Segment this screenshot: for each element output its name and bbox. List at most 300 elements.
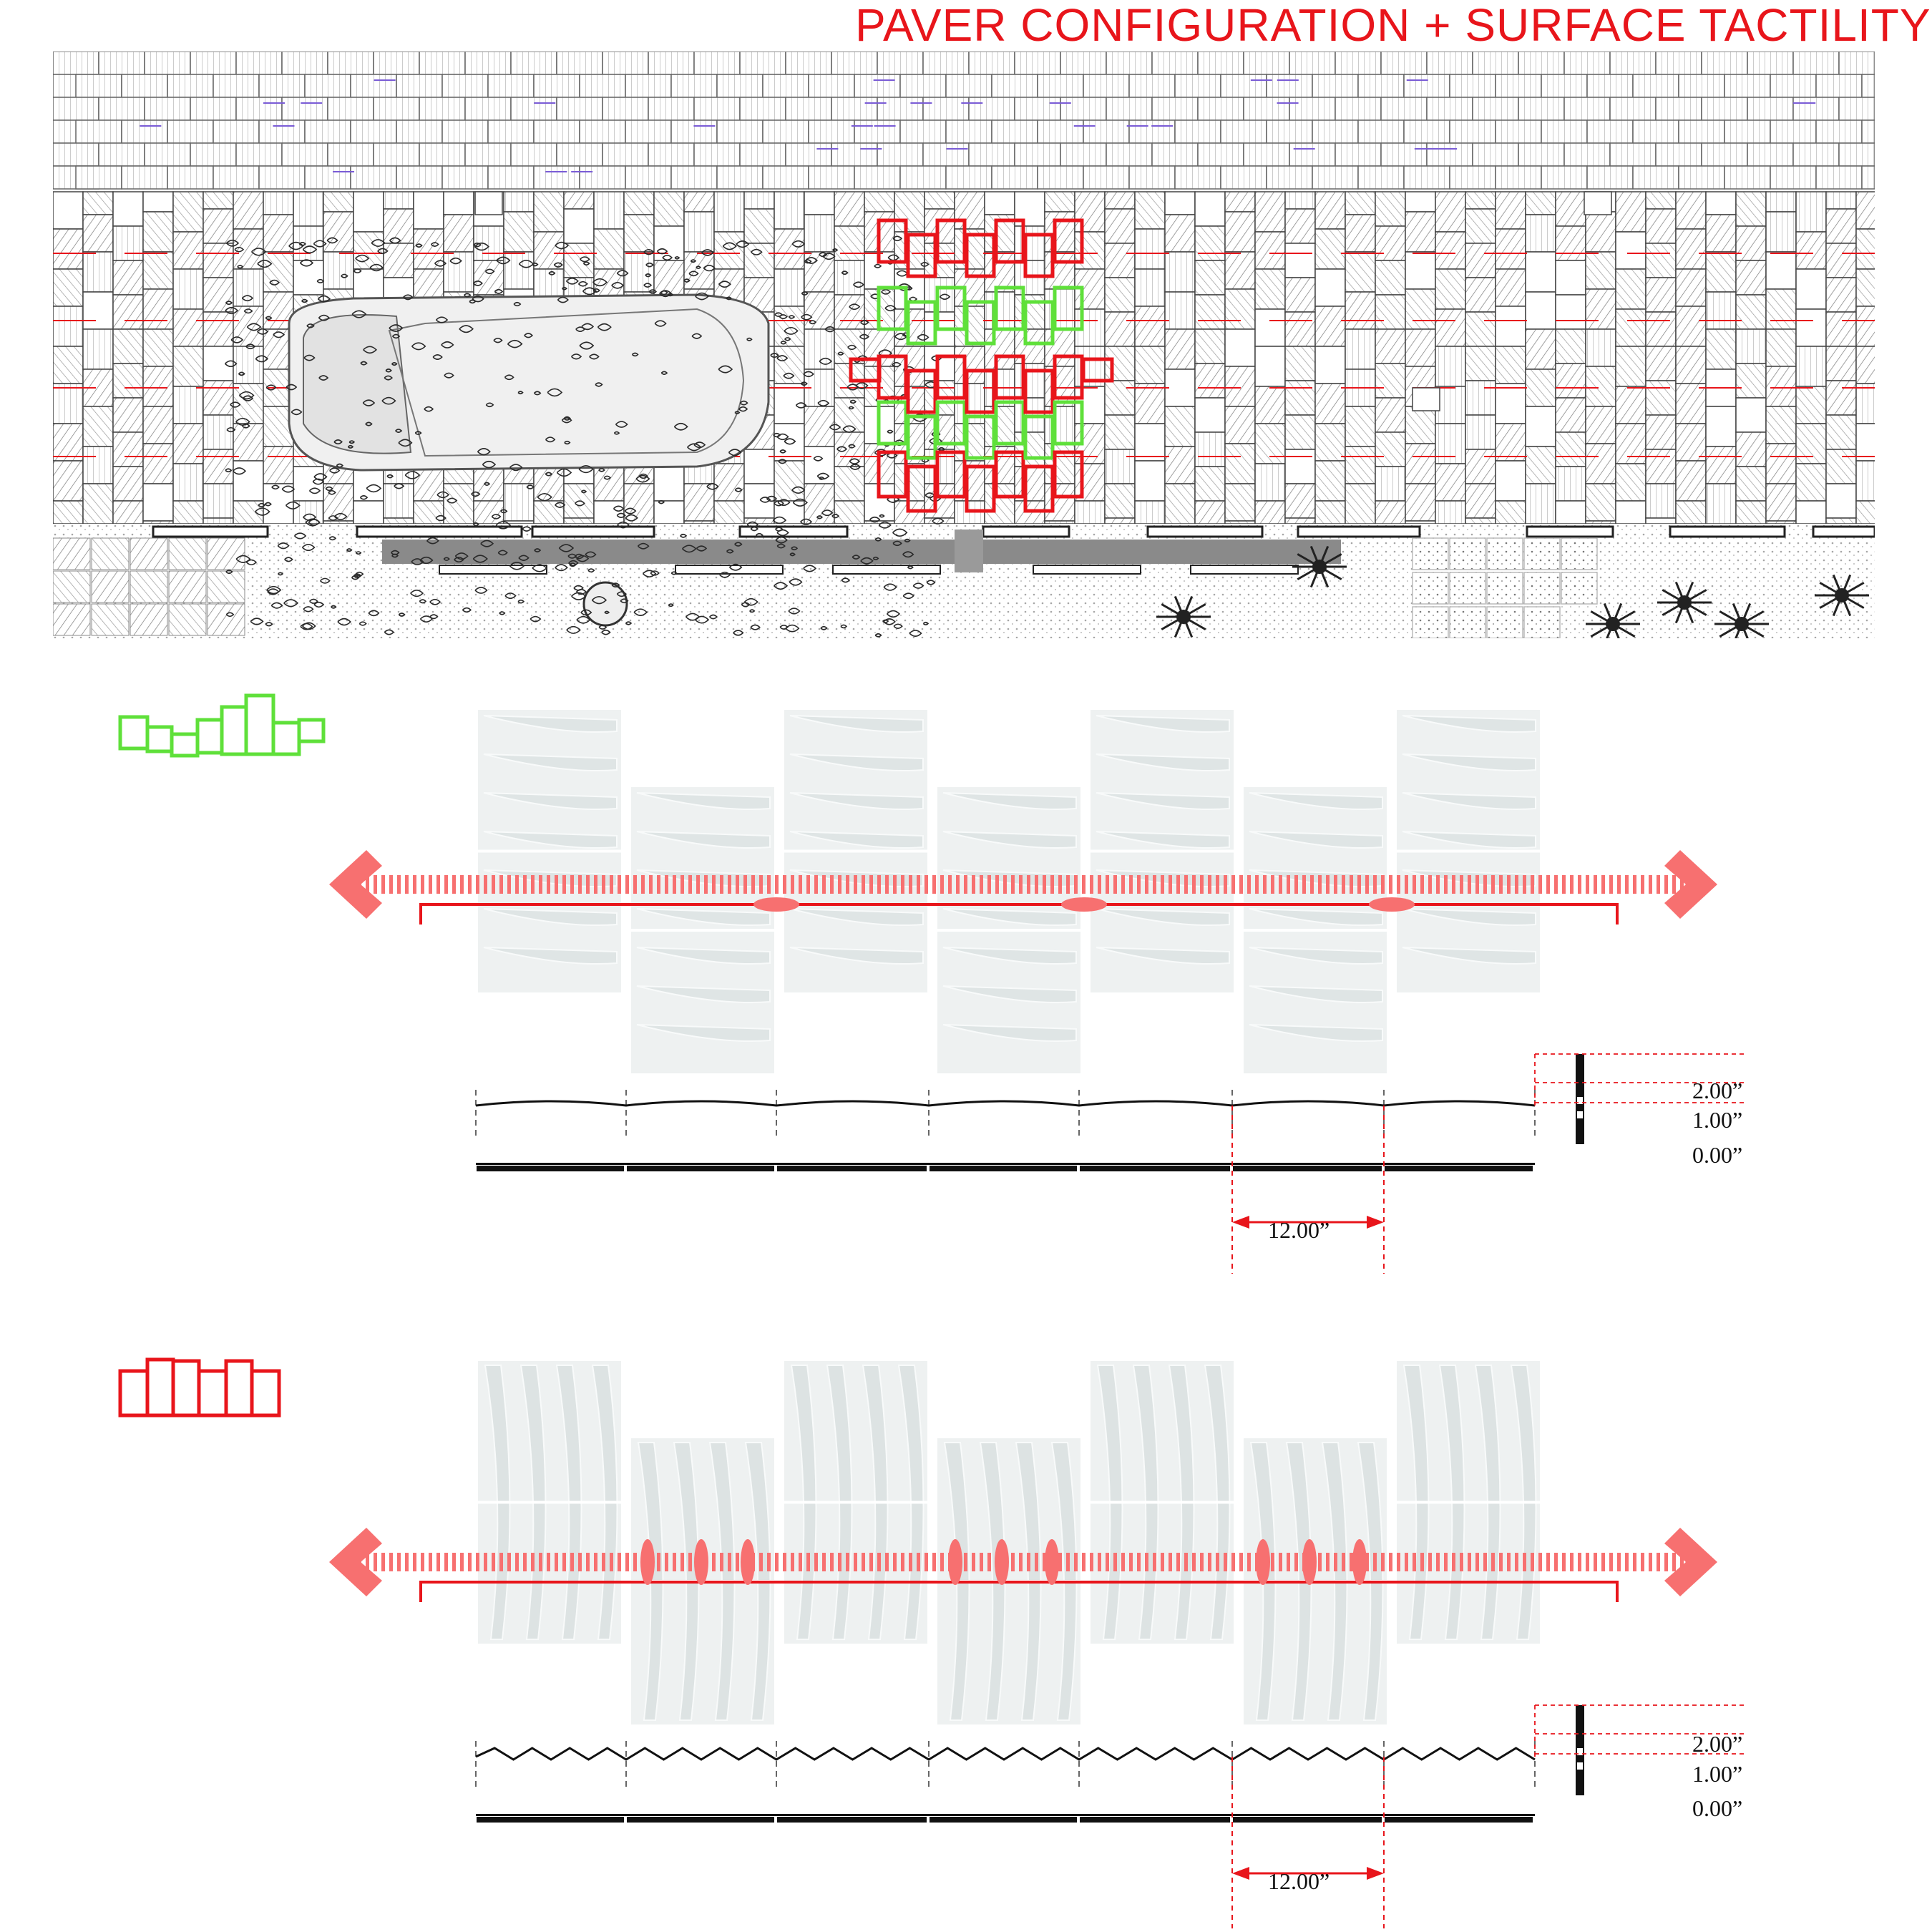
tree-shrub: [1835, 588, 1849, 602]
paver-unit: [323, 212, 353, 252]
paver-brick: [1702, 143, 1747, 166]
paver-unit: [1075, 501, 1105, 524]
paver-unit: [1586, 366, 1616, 406]
paver-unit: [1496, 501, 1526, 524]
tree-shrub: [1677, 595, 1692, 610]
paver-unit: [924, 484, 955, 518]
paver-unit: [323, 521, 353, 524]
paver-unit: [1706, 292, 1736, 329]
curb-segment: [153, 527, 268, 537]
paver-unit: [834, 226, 864, 260]
paver-unit: [1225, 521, 1255, 524]
paver-unit: [1676, 501, 1706, 524]
paver-unit: [53, 269, 83, 306]
paver-brick: [213, 166, 259, 189]
paver-brick: [145, 143, 190, 166]
curb-segment: [357, 527, 522, 537]
paver-unit: [1736, 226, 1766, 260]
paver-unit: [169, 604, 206, 635]
paver-unit: [624, 215, 654, 252]
paver-brick: [53, 52, 99, 74]
paver-brick: [1198, 52, 1244, 74]
paver-brick: [671, 74, 717, 97]
curb-segment: [983, 527, 1069, 537]
paver-unit: [1465, 381, 1496, 415]
paver-brick: [602, 52, 648, 74]
paver-unit: [1556, 501, 1586, 524]
paver-elevation-green: [478, 710, 1540, 1073]
paver-column: [478, 710, 621, 992]
paver-unit: [654, 501, 684, 524]
block-paver: [1487, 607, 1523, 638]
paver-unit: [1676, 306, 1706, 346]
paver-unit: [1135, 306, 1165, 346]
tree-shrub: [1606, 617, 1620, 631]
paver-unit: [113, 260, 143, 295]
paver-unit: [1015, 295, 1045, 329]
paver-unit: [113, 295, 143, 329]
paver-unit: [1315, 346, 1345, 384]
paver-unit: [1706, 406, 1736, 447]
paver-brick: [1381, 97, 1427, 120]
paver-unit: [1616, 192, 1646, 232]
curb-segment: [1670, 527, 1785, 537]
tree-shrub: [1735, 617, 1749, 631]
paver-unit: [1826, 209, 1856, 243]
paver-brick: [1816, 74, 1862, 97]
paver-unit: [1375, 501, 1405, 524]
paver-unit: [774, 424, 804, 461]
paver-column: [784, 1361, 927, 1644]
paver-brick: [1152, 97, 1198, 120]
paver-brick: [1747, 143, 1793, 166]
paver-unit: [1796, 309, 1826, 346]
paver-brick: [396, 120, 442, 143]
paver-unit: [1465, 518, 1496, 524]
paver-unit: [1586, 406, 1616, 444]
paver-brick: [145, 52, 190, 74]
paver-unit: [143, 192, 173, 212]
paver-unit: [83, 406, 113, 447]
paver-unit: [1496, 269, 1526, 306]
paver-brick: [76, 74, 122, 97]
paver-unit: [1375, 329, 1405, 364]
paver-unit: [1315, 192, 1345, 229]
paver-unit: [774, 229, 804, 269]
paver-unit: [203, 243, 233, 278]
paver-brick: [488, 120, 534, 143]
key-block: [252, 1371, 279, 1415]
paver-unit: [1465, 346, 1496, 381]
surface-profile: [476, 1748, 1535, 1760]
paver-brick: [1083, 120, 1129, 143]
paver-unit: [804, 484, 834, 524]
paver-unit: [1045, 329, 1075, 366]
paver-brick: [648, 97, 694, 120]
paver-unit: [744, 243, 774, 278]
paver-unit: [1616, 386, 1646, 424]
paver-unit: [474, 501, 504, 524]
page-title: PAVER CONFIGURATION + SURFACE TACTILITY: [855, 0, 1931, 51]
paver-brick: [1038, 120, 1083, 143]
paver-unit: [564, 192, 594, 209]
paver-unit: [804, 292, 834, 329]
paver-brick: [923, 97, 969, 120]
paver-brick: [740, 143, 786, 166]
paver-brick: [122, 74, 167, 97]
paver-unit: [1556, 260, 1586, 295]
paver-unit: [1706, 192, 1736, 215]
paver-unit: [714, 232, 744, 269]
paver-unit: [774, 501, 804, 524]
paver-unit: [955, 192, 985, 229]
paver-brick: [1289, 143, 1335, 166]
paver-brick: [1747, 52, 1793, 74]
paver-unit: [263, 252, 293, 292]
paver-brick: [1656, 143, 1702, 166]
paver-brick: [1175, 74, 1221, 97]
paver-unit: [1826, 312, 1856, 346]
paver-unit: [534, 192, 564, 232]
paver-unit: [1105, 209, 1135, 243]
paver-unit: [1345, 406, 1375, 447]
paver-unit: [1435, 464, 1465, 501]
key-block: [197, 720, 222, 753]
paver-unit: [834, 295, 864, 329]
paver-brick: [1038, 74, 1083, 97]
paver-brick: [1496, 166, 1541, 189]
paver-unit: [323, 192, 353, 212]
paver-unit: [1646, 415, 1676, 449]
paver-unit: [1586, 329, 1616, 366]
surface-profile: [476, 1101, 1535, 1106]
paver-unit: [1766, 406, 1796, 444]
paver-brick: [763, 120, 809, 143]
paver-column: [1091, 710, 1234, 992]
paver-unit: [1195, 192, 1225, 226]
paver-unit: [1856, 501, 1875, 524]
paver-unit: [1195, 260, 1225, 295]
paver-unit: [1616, 346, 1646, 386]
paver-unit: [744, 449, 774, 484]
base-line: [476, 1163, 1535, 1165]
paver-unit: [1285, 484, 1315, 518]
paver-unit: [1556, 364, 1586, 398]
paver-brick: [328, 143, 374, 166]
paver-column: [784, 710, 927, 992]
paver-brick: [1770, 166, 1816, 189]
paver-unit: [1556, 467, 1586, 501]
paver-brick: [1473, 143, 1518, 166]
paver-brick: [946, 74, 992, 97]
paver-brick: [1244, 97, 1289, 120]
paver-unit: [169, 538, 206, 570]
paver-unit: [1676, 346, 1706, 384]
paver-unit: [1105, 243, 1135, 278]
paver-brick: [557, 97, 602, 120]
paver-brick: [1221, 74, 1267, 97]
paver-brick: [992, 74, 1038, 97]
paver-unit: [924, 278, 955, 312]
paver-brick: [763, 74, 809, 97]
paver-unit: [1736, 501, 1766, 524]
paver-unit: [1435, 192, 1465, 232]
paver-brick: [1564, 143, 1610, 166]
span-arrow: [1232, 1216, 1249, 1229]
paver-unit: [834, 260, 864, 295]
paver-unit: [924, 346, 955, 381]
paver-brick: [1541, 166, 1587, 189]
height-label-2: 2.00”: [1692, 1078, 1743, 1103]
paver-unit: [203, 415, 233, 449]
paver-brick: [1793, 52, 1839, 74]
paver-unit: [1736, 295, 1766, 329]
paver-brick: [1175, 120, 1221, 143]
paver-brick: [717, 74, 763, 97]
paver-unit: [1135, 346, 1165, 384]
paver-brick: [1770, 120, 1816, 143]
paver-column: [1091, 1361, 1234, 1644]
paver-brick: [1335, 97, 1381, 120]
paver-unit: [504, 252, 534, 289]
paver-brick: [831, 52, 877, 74]
paver-unit: [1496, 229, 1526, 269]
paver-brick: [1015, 143, 1060, 166]
paver-unit: [173, 386, 203, 424]
paver-column: [1244, 787, 1387, 1073]
paver-unit: [1285, 518, 1315, 524]
paver-unit: [83, 192, 113, 215]
paver-brick: [99, 97, 145, 120]
paver-brick: [1427, 52, 1473, 74]
paver-unit: [1465, 449, 1496, 484]
paver-unit: [1556, 192, 1586, 226]
curb-segment: [439, 565, 547, 574]
paver-unit: [1345, 329, 1375, 369]
paver-brick: [1518, 52, 1564, 74]
paver-brick: [1427, 97, 1473, 120]
base-slab: [627, 1817, 774, 1823]
paver-brick: [740, 97, 786, 120]
paver-brick: [534, 166, 580, 189]
paver-brick: [534, 74, 580, 97]
paver-brick: [1518, 143, 1564, 166]
paver-unit: [1345, 215, 1375, 252]
height-label-0: 0.00”: [1692, 1795, 1743, 1821]
paver-unit: [1465, 415, 1496, 449]
paver-unit: [203, 312, 233, 346]
paver-unit: [1375, 260, 1405, 295]
paver-unit: [92, 571, 129, 602]
paver-elevation-red: [478, 1361, 1540, 1724]
paver-unit: [1646, 449, 1676, 484]
paver-unit: [1315, 461, 1345, 501]
paver-unit: [1405, 289, 1435, 329]
paver-unit: [1496, 384, 1526, 424]
base-slab: [627, 1166, 774, 1171]
paver-unit: [1375, 192, 1405, 226]
curb-segment: [675, 565, 783, 574]
paver-brick: [1450, 74, 1496, 97]
paver-unit: [53, 306, 83, 346]
paver-unit: [1796, 192, 1826, 232]
paver-unit: [143, 484, 173, 521]
paver-unit: [1285, 346, 1315, 381]
paver-unit: [564, 518, 594, 524]
paver-brick: [305, 74, 351, 97]
paver-unit: [1646, 312, 1676, 346]
paver-unit: [1646, 484, 1676, 518]
paver-unit: [143, 212, 173, 252]
paver-brick: [1633, 166, 1679, 189]
paver-unit: [1526, 406, 1556, 447]
paver-unit: [53, 384, 83, 424]
key-icon-green: [120, 696, 323, 756]
paver-unit: [1165, 369, 1195, 406]
paver-unit: [173, 501, 203, 524]
paver-unit: [1826, 449, 1856, 484]
paver-unit: [203, 192, 233, 209]
paver-unit: [353, 501, 384, 524]
paver-unit: [1195, 398, 1225, 432]
paver-brick: [1312, 120, 1358, 143]
paver-unit: [1856, 269, 1875, 306]
paver-unit: [955, 346, 985, 384]
curb-segment: [1527, 527, 1613, 537]
span-dimension-label: 12.00”: [1268, 1217, 1330, 1243]
paver-unit: [1105, 312, 1135, 346]
paver-brick: [465, 97, 511, 120]
paver-unit: [1045, 521, 1075, 524]
paver-brick: [671, 166, 717, 189]
curb-segment: [833, 565, 940, 574]
paver-unit: [1105, 518, 1135, 524]
paver-brick: [877, 52, 923, 74]
paver-brick: [1679, 166, 1724, 189]
paver-brick: [122, 166, 167, 189]
paver-unit: [684, 521, 714, 524]
block-paver: [1487, 538, 1523, 570]
paver-brick: [557, 143, 602, 166]
paver-unit: [113, 226, 143, 260]
paver-brick: [122, 120, 167, 143]
base-slab: [777, 1817, 927, 1823]
paver-unit: [53, 501, 83, 524]
paver-unit: [1375, 432, 1405, 467]
paver-brick: [374, 97, 419, 120]
blank-tile: [475, 192, 502, 215]
paver-brick: [465, 143, 511, 166]
paver-brick: [1724, 166, 1770, 189]
paver-unit: [1195, 432, 1225, 467]
paver-brick: [557, 52, 602, 74]
paver-brick: [1335, 143, 1381, 166]
paver-unit: [894, 192, 924, 232]
base-slab: [930, 1166, 1077, 1171]
paver-brick: [328, 52, 374, 74]
paver-unit: [444, 215, 474, 252]
paver-brick: [580, 120, 625, 143]
paver-unit: [1135, 384, 1165, 424]
paver-unit: [208, 604, 245, 635]
base-slab: [930, 1817, 1077, 1823]
paver-brick: [488, 74, 534, 97]
paver-unit: [594, 229, 624, 269]
paver-unit: [1736, 260, 1766, 295]
paver-unit: [1375, 398, 1405, 432]
paver-unit: [924, 209, 955, 243]
paver-brick: [992, 120, 1038, 143]
paver-brick: [1656, 97, 1702, 120]
paver-unit: [1045, 484, 1075, 521]
paver-unit: [1405, 212, 1435, 252]
paver-unit: [233, 461, 263, 501]
paver-brick: [167, 74, 213, 97]
upper-paving-band: [53, 52, 1875, 195]
paver-unit: [1526, 329, 1556, 369]
paver-brick: [1175, 166, 1221, 189]
paver-unit: [594, 192, 624, 229]
paver-unit: [1165, 252, 1195, 292]
paver-unit: [1616, 424, 1646, 464]
paver-brick: [1427, 143, 1473, 166]
paver-unit: [864, 192, 894, 212]
paver-brick: [1335, 52, 1381, 74]
paver-column: [478, 1361, 621, 1644]
paver-unit: [985, 192, 1015, 215]
paver-unit: [774, 192, 804, 229]
paver-unit: [804, 215, 834, 252]
contact-point: [753, 897, 799, 912]
paver-unit: [1255, 424, 1285, 464]
paver-unit: [1435, 232, 1465, 269]
paver-unit: [143, 366, 173, 406]
paver-brick: [1358, 74, 1404, 97]
paver-unit: [113, 329, 143, 364]
paver-brick: [1610, 143, 1656, 166]
paver-brick: [694, 97, 740, 120]
paver-brick: [1106, 52, 1152, 74]
key-block: [147, 1360, 173, 1415]
paver-unit: [1526, 192, 1556, 215]
paver-unit: [1315, 269, 1345, 306]
span-arrow: [1367, 1867, 1384, 1880]
paver-brick: [511, 97, 557, 120]
paver-unit: [1826, 243, 1856, 278]
paver-brick: [900, 120, 946, 143]
paver-unit: [1135, 269, 1165, 306]
paver-unit: [1856, 424, 1875, 461]
paver-brick: [1129, 120, 1175, 143]
paver-unit: [1105, 449, 1135, 484]
paver-brick: [1312, 166, 1358, 189]
tree-shrub: [1312, 560, 1327, 574]
paver-brick: [1816, 120, 1862, 143]
paver-unit: [444, 484, 474, 524]
paver-unit: [1255, 192, 1285, 232]
paver-brick: [946, 120, 992, 143]
paver-unit: [1616, 464, 1646, 501]
paver-unit: [1826, 415, 1856, 449]
paver-unit: [624, 192, 654, 215]
paver-unit: [1766, 484, 1796, 521]
paver-unit: [169, 571, 206, 602]
paver-unit: [1435, 501, 1465, 524]
block-paver: [1561, 538, 1597, 570]
paver-unit: [1586, 521, 1616, 524]
paver-unit: [1496, 461, 1526, 501]
paver-unit: [1796, 232, 1826, 269]
